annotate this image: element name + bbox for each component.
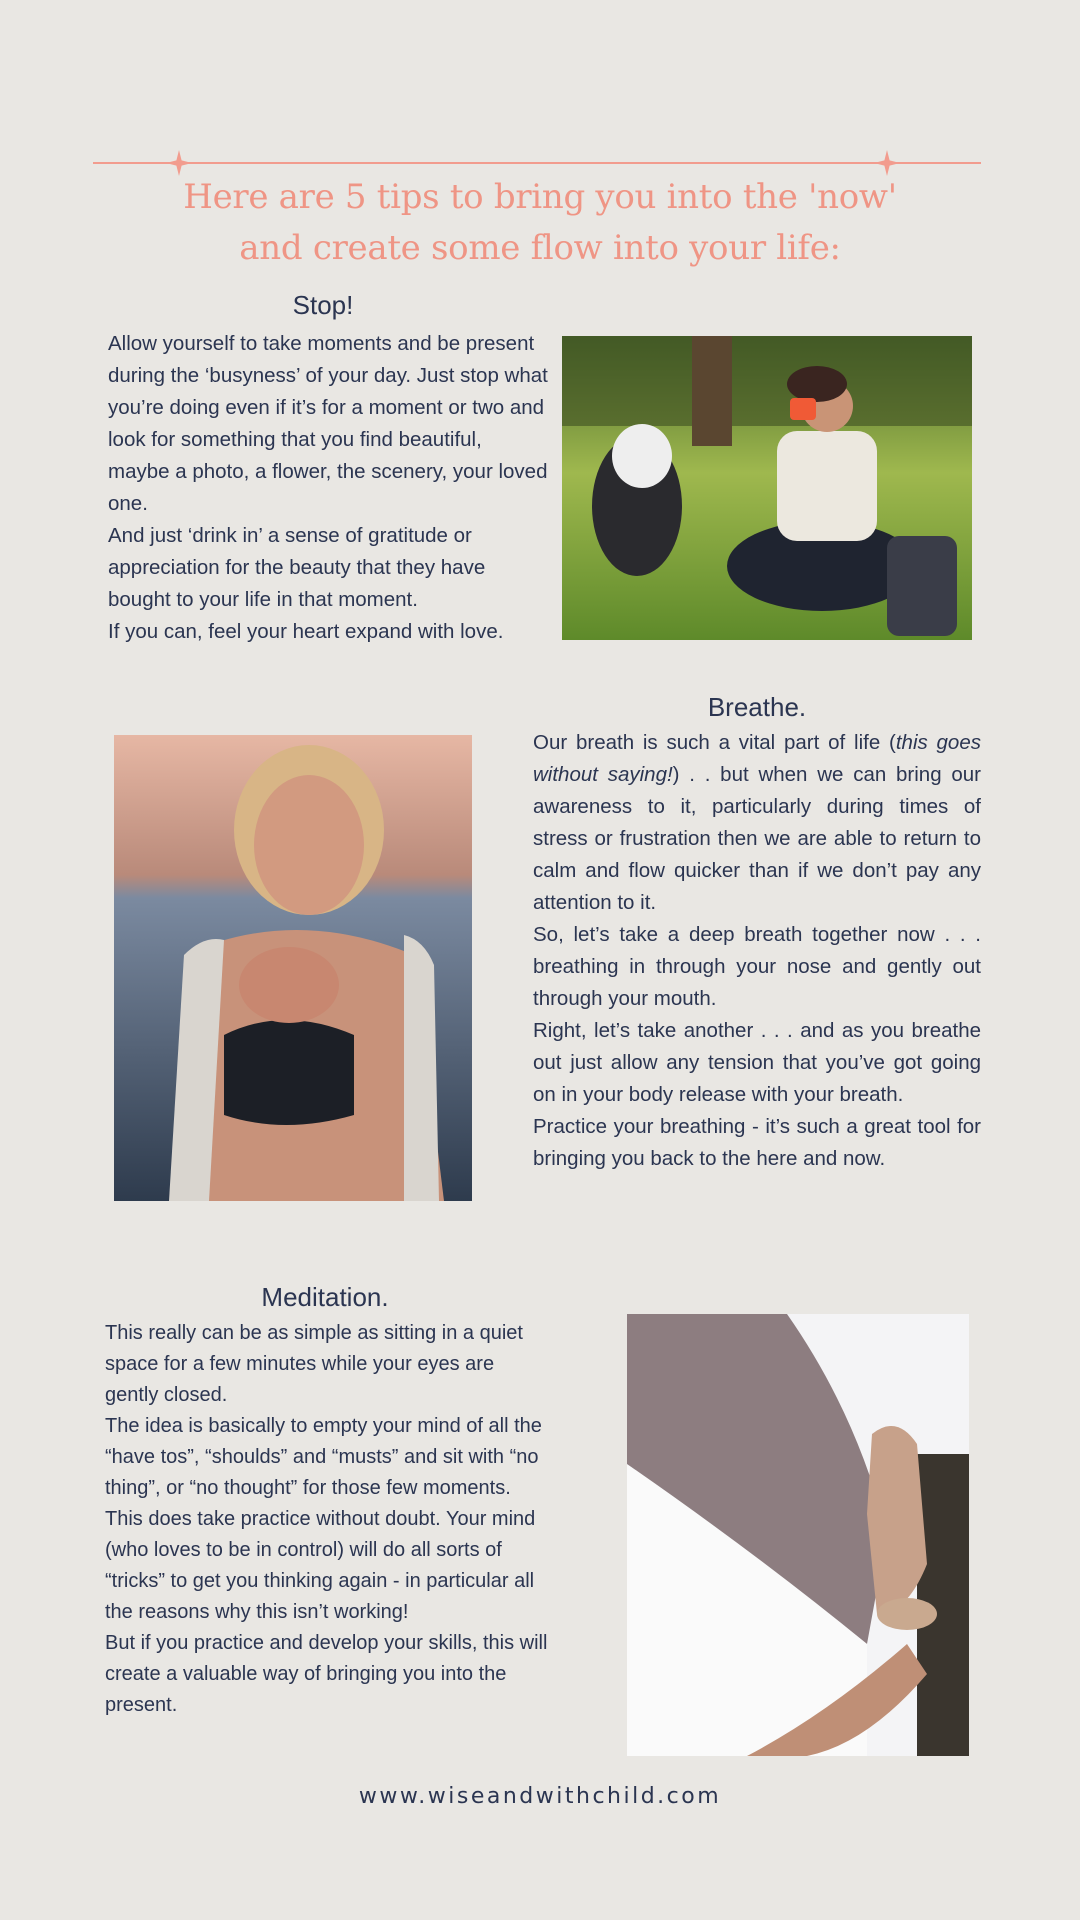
header-divider-line <box>93 162 981 164</box>
paragraph: Allow yourself to take moments and be present during the ‘busyness’ of your day. Just stop what you’re doing even if it’s for a moment or two and look for something that you find beautiful, maybe a photo, a flower, the scenery, your loved one. <box>108 332 548 515</box>
paragraph: This really can be as simple as sitting in a quiet space for a few minutes while your eyes are gently closed. <box>105 1322 523 1406</box>
section-title-stop: Stop! <box>292 290 354 320</box>
footer-website-url[interactable]: www.wiseandwithchild.com <box>358 1784 722 1809</box>
page-title-line-2: and create some flow into your life: <box>239 228 841 268</box>
paragraph: So, let’s take a deep breath together now . . . breathing in through your nose and gently out through your mouth. <box>533 923 981 1010</box>
photo-woman-with-dog <box>562 336 972 640</box>
section-body-meditation <box>105 1318 550 1721</box>
paragraph: But if you practice and develop your skills, this will create a valuable way of bringing you into the present. <box>105 1632 548 1716</box>
paragraph: Our breath is such a vital part of life (this goes without saying!) . . but when we can bring our awareness to it, particularly during times of stress or frustration then we are able to return to calm and flow quicker than if we don’t pay any attention to it. <box>533 731 981 914</box>
page-title-line-1: Here are 5 tips to bring you into the 'now' <box>183 177 897 217</box>
photo-prayer-hands <box>627 1314 969 1756</box>
paragraph: The idea is basically to empty your mind of all the “have tos”, “shoulds” and “musts” and sit with “no thing”, or “no thought” for those few moments. <box>105 1415 542 1499</box>
paragraph: This does take practice without doubt. Your mind (who loves to be in control) will do all sorts of “tricks” to get you thinking again - in particular all the reasons why this isn’t working! <box>105 1508 536 1623</box>
section-title-meditation: Meditation. <box>261 1282 389 1312</box>
paragraph: Practice your breathing - it’s such a great tool for bringing you back to the here and now. <box>533 1115 981 1170</box>
paragraph: If you can, feel your heart expand with love. <box>108 620 504 643</box>
section-title-breathe: Breathe. <box>707 692 807 722</box>
section-body-breathe <box>533 727 981 1175</box>
photo-woman-hand-on-chest <box>114 735 472 1201</box>
page-title <box>140 172 940 274</box>
section-body-stop <box>108 328 548 648</box>
paragraph: Right, let’s take another . . . and as you breathe out just allow any tension that you’ve got going on in your body release with your breath. <box>533 1019 981 1106</box>
paragraph: And just ‘drink in’ a sense of gratitude or appreciation for the beauty that they have bought to your life in that moment. <box>108 524 486 611</box>
